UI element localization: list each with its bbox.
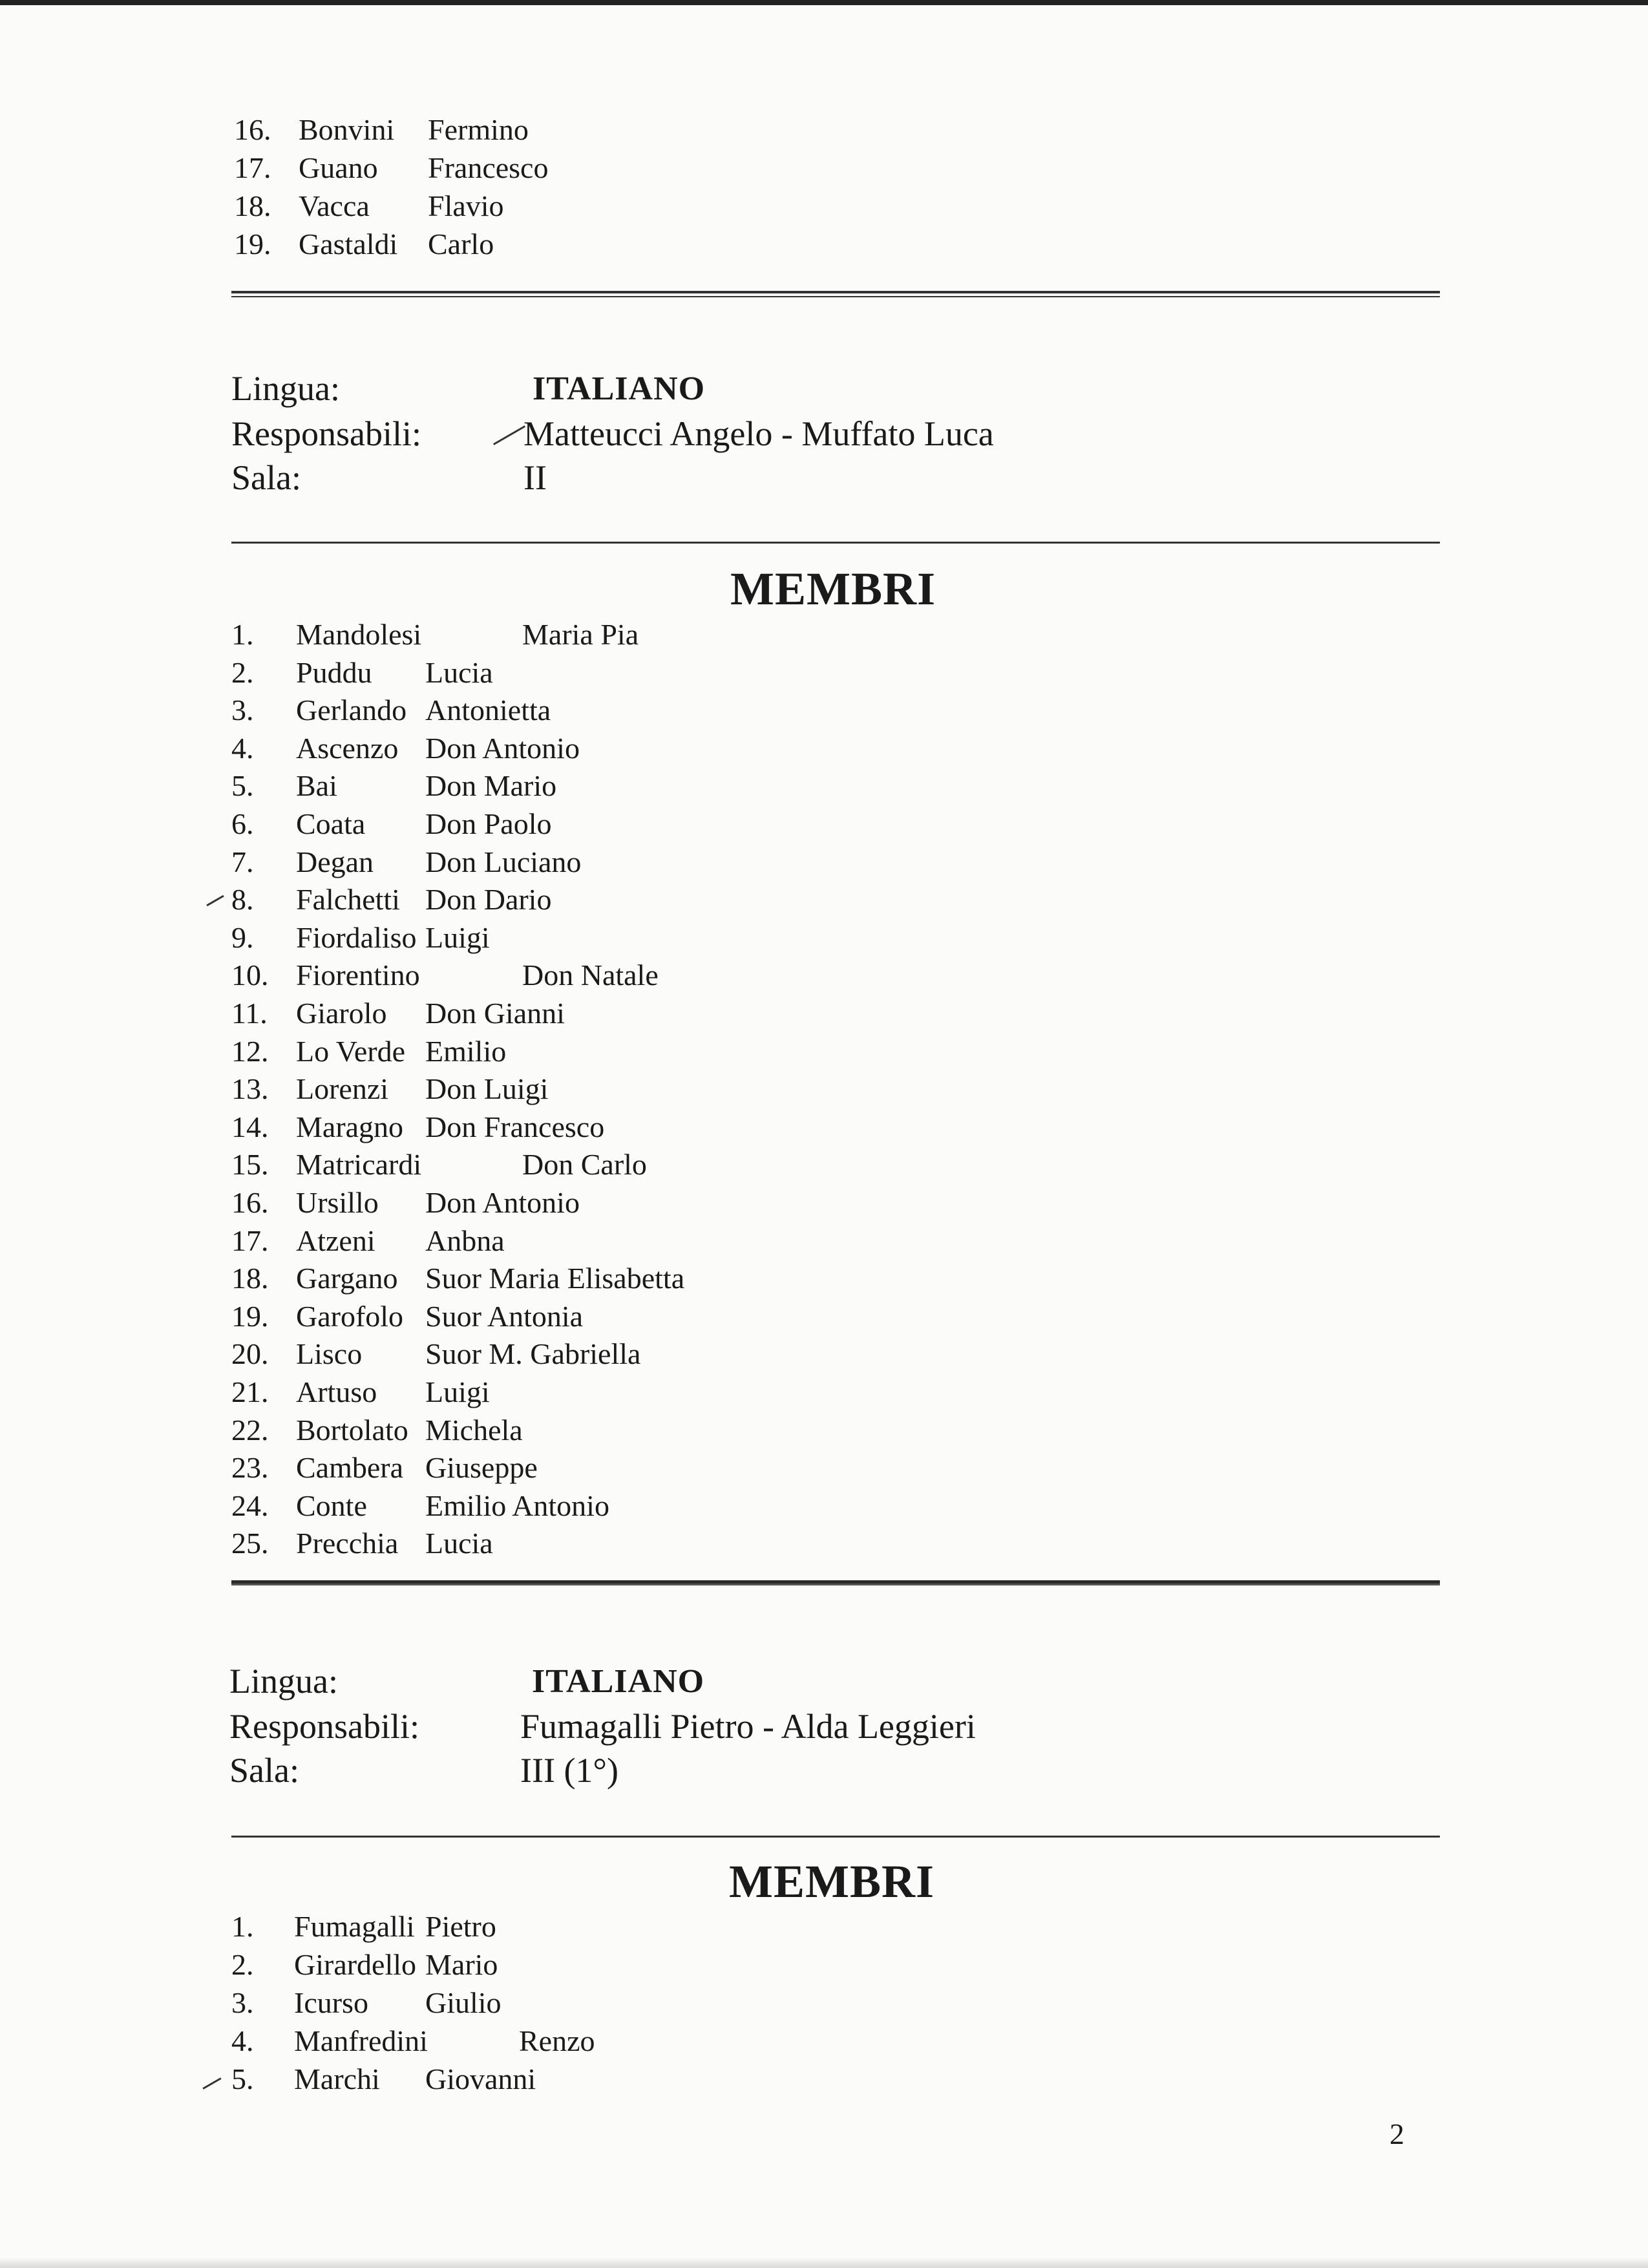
surname: Gerlando [296, 694, 407, 727]
surname: Garofolo [296, 1299, 404, 1333]
surname: Icurso [294, 1986, 368, 2019]
item-number: 9. [231, 920, 254, 954]
surname: Bortolato [296, 1413, 408, 1447]
responsabili-label: Responsabili: [229, 1707, 419, 1746]
section-divider [231, 291, 1440, 297]
given-name: Giulio [425, 1986, 502, 2019]
group2-info [229, 1661, 1070, 1790]
given-name: Giovanni [425, 2062, 536, 2095]
surname: Degan [296, 845, 374, 878]
surname: Vacca [299, 189, 370, 222]
item-number: 5. [231, 769, 254, 803]
surname: Matricardi [296, 1148, 422, 1182]
given-name: Maria Pia [522, 618, 639, 651]
section-divider [231, 1580, 1440, 1585]
check-mark [202, 2077, 221, 2090]
given-name: Suor M. Gabriella [425, 1337, 641, 1371]
given-name: Flavio [428, 189, 504, 222]
given-name: Don Luigi [425, 1072, 549, 1106]
given-name: Antonietta [425, 694, 551, 727]
given-name: Don Gianni [425, 997, 565, 1030]
given-name: Emilio Antonio [425, 1489, 609, 1522]
item-number: 8. [231, 883, 254, 917]
surname: Gastaldi [299, 228, 398, 260]
item-number: 10. [231, 959, 269, 992]
given-name: Don Carlo [522, 1148, 647, 1182]
given-name: Michela [425, 1413, 523, 1447]
item-number: 15. [231, 1148, 269, 1182]
item-number: 23. [231, 1451, 269, 1485]
surname: Conte [296, 1489, 367, 1522]
item-number: 6. [231, 807, 254, 840]
surname: Artuso [296, 1375, 377, 1408]
given-name: Don Antonio [425, 731, 580, 765]
given-name: Don Antonio [425, 1186, 580, 1219]
surname: Cambera [296, 1451, 404, 1485]
surname: Giarolo [296, 997, 387, 1030]
section-divider [231, 1836, 1440, 1838]
lingua-label: Lingua: [231, 369, 340, 408]
item-number: 16. [231, 1186, 269, 1219]
item-number: 21. [231, 1375, 269, 1408]
item-number: 19. [234, 228, 271, 260]
surname: Lorenzi [296, 1072, 389, 1106]
lingua-value: ITALIANO [533, 370, 706, 407]
sala-label: Sala: [231, 458, 301, 497]
surname: Atzeni [296, 1224, 375, 1257]
given-name: Luigi [425, 1375, 490, 1408]
group1-info [231, 368, 1072, 498]
surname: Puddu [296, 655, 372, 689]
item-number: 7. [231, 845, 254, 878]
given-name: Don Mario [425, 769, 557, 803]
given-name: Don Paolo [425, 807, 552, 840]
item-number: 17. [234, 151, 271, 184]
surname: Manfredini [294, 2024, 428, 2057]
item-number: 1. [231, 1910, 254, 1943]
given-name: Suor Antonia [425, 1299, 584, 1333]
given-name: Emilio [425, 1034, 507, 1068]
surname: Gargano [296, 1262, 398, 1295]
surname: Fiorentino [296, 959, 420, 992]
scan-top-edge [0, 0, 1648, 5]
item-number: 5. [231, 2062, 254, 2095]
given-name: Don Dario [425, 883, 552, 917]
item-number: 24. [231, 1489, 269, 1522]
given-name: Don Luciano [425, 845, 582, 878]
surname: Bonvini [299, 113, 395, 146]
surname: Falchetti [296, 883, 400, 917]
surname: Marchi [294, 2062, 380, 2095]
item-number: 17. [231, 1224, 269, 1257]
given-name: Francesco [428, 151, 549, 184]
surname: Guano [299, 151, 378, 184]
lingua-label: Lingua: [229, 1662, 338, 1701]
item-number: 13. [231, 1072, 269, 1106]
given-name: Anbna [425, 1224, 505, 1257]
item-number: 2. [231, 655, 254, 689]
responsabili-value: Matteucci Angelo - Muffato Luca [523, 414, 994, 453]
given-name: Don Natale [522, 959, 659, 992]
given-name: Giuseppe [425, 1451, 538, 1485]
surname: Mandolesi [296, 618, 422, 651]
surname: Coata [296, 807, 366, 840]
given-name: Lucia [425, 1527, 493, 1560]
surname: Ascenzo [296, 731, 399, 765]
item-number: 22. [231, 1413, 269, 1447]
surname: Fumagalli [294, 1910, 415, 1943]
surname: Fiordaliso [296, 920, 417, 954]
surname: Maragno [296, 1110, 404, 1143]
item-number: 3. [231, 694, 254, 727]
given-name: Carlo [428, 228, 494, 260]
surname: Bai [296, 769, 337, 803]
surname: Ursillo [296, 1186, 379, 1219]
item-number: 20. [231, 1337, 269, 1371]
given-name: Renzo [519, 2024, 595, 2057]
sala-value: II [523, 458, 547, 497]
item-number: 12. [231, 1034, 269, 1068]
item-number: 4. [231, 731, 254, 765]
sala-value: III (1°) [520, 1751, 619, 1790]
lingua-value: ITALIANO [532, 1663, 705, 1700]
sala-label: Sala: [229, 1751, 299, 1790]
given-name: Fermino [428, 113, 529, 146]
surname: Lisco [296, 1337, 363, 1371]
given-name: Luigi [425, 920, 490, 954]
item-number: 11. [231, 997, 268, 1030]
responsabili-label: Responsabili: [231, 414, 421, 453]
item-number: 19. [231, 1299, 269, 1333]
page-number: 2 [1389, 2117, 1404, 2150]
check-mark [206, 895, 224, 907]
item-number: 14. [231, 1110, 269, 1143]
item-number: 18. [231, 1262, 269, 1295]
item-number: 2. [231, 1948, 254, 1981]
membri-heading: MEMBRI [729, 1856, 935, 1907]
surname: Precchia [296, 1527, 399, 1560]
given-name: Mario [425, 1948, 498, 1981]
scan-bottom-edge [0, 2256, 1648, 2268]
surname: Girardello [294, 1948, 417, 1981]
membri-heading: MEMBRI [730, 563, 936, 615]
item-number: 3. [231, 1986, 254, 2019]
given-name: Lucia [425, 655, 493, 689]
section-divider [231, 542, 1440, 544]
item-number: 25. [231, 1527, 269, 1560]
item-number: 18. [234, 189, 271, 222]
item-number: 4. [231, 2024, 254, 2057]
item-number: 16. [234, 113, 271, 146]
given-name: Pietro [425, 1910, 496, 1943]
given-name: Don Francesco [425, 1110, 605, 1143]
responsabili-value: Fumagalli Pietro - Alda Leggieri [520, 1707, 976, 1746]
surname: Lo Verde [296, 1034, 406, 1068]
given-name: Suor Maria Elisabetta [425, 1262, 685, 1295]
item-number: 1. [231, 618, 254, 651]
